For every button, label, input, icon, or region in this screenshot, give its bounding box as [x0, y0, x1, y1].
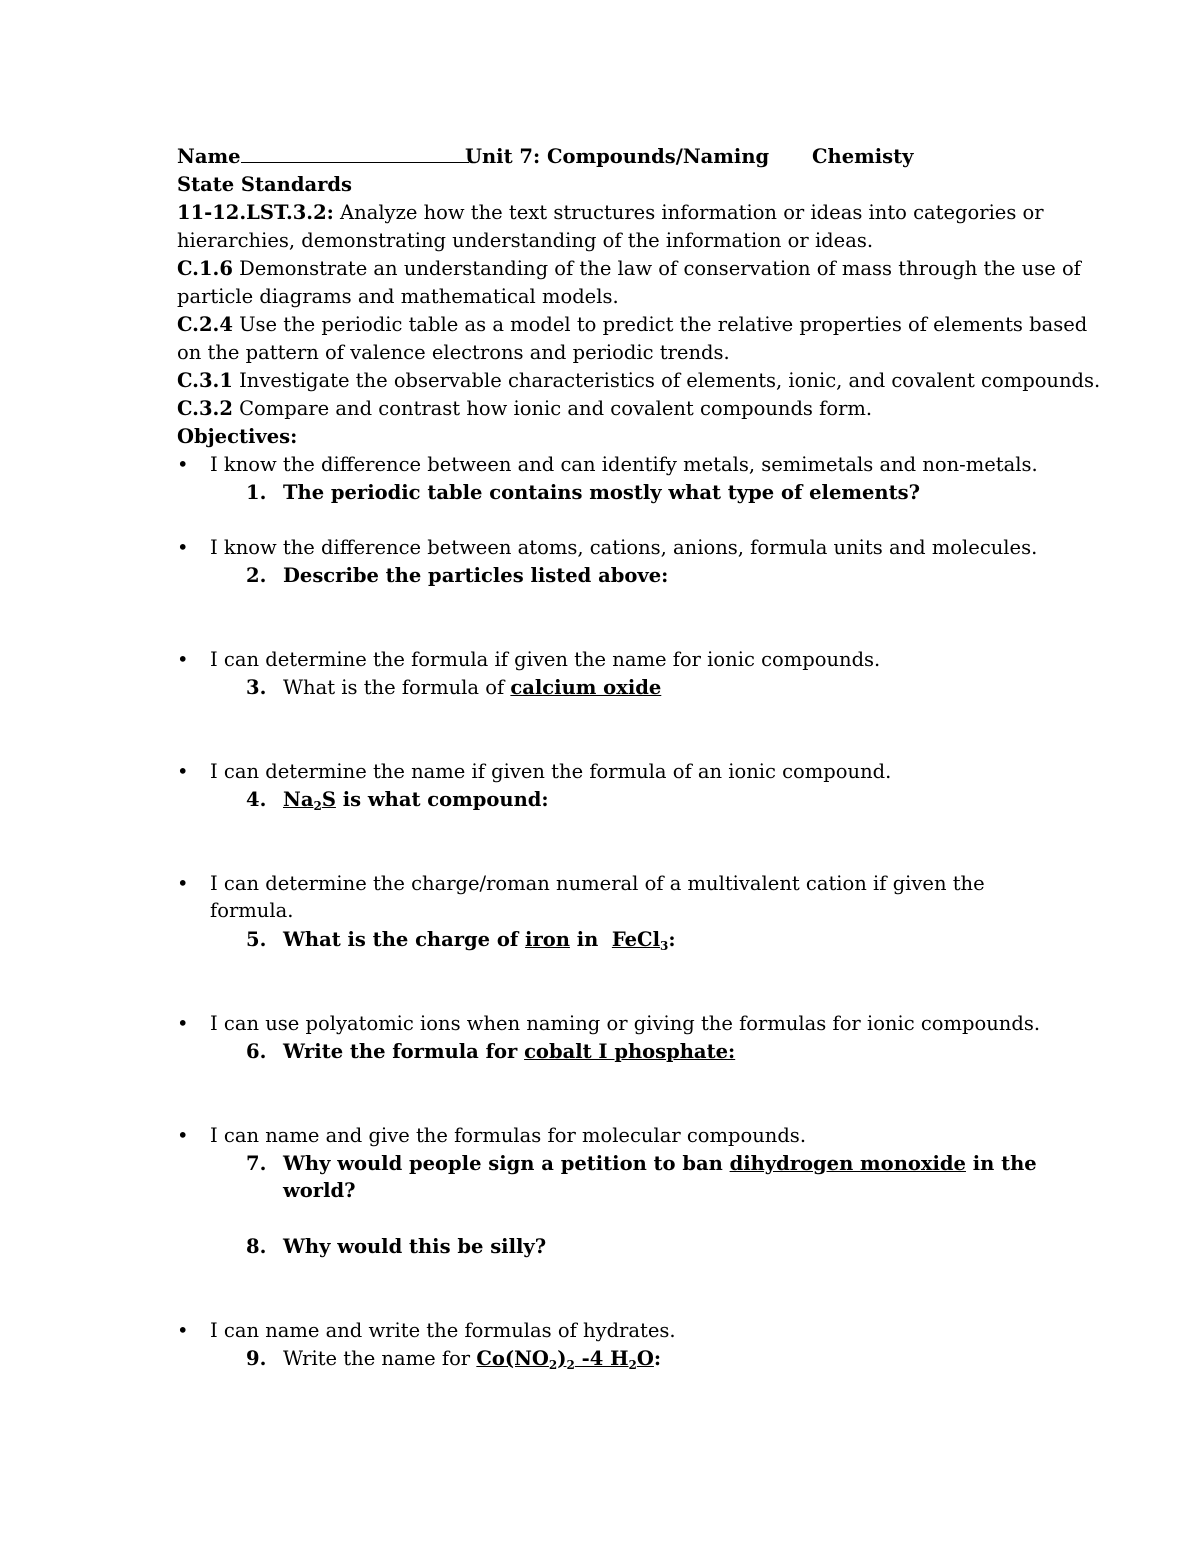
question-4: [283, 786, 549, 814]
objective-2: I know the difference between atoms, cations, anions, formula units and molecules.: [210, 536, 1038, 559]
objective-3: I can determine the formula if given the name for ionic compounds.: [210, 648, 881, 671]
question-8: Why would this be silly?: [283, 1235, 547, 1258]
standard-text: Analyze how the text structures information or ideas into categories or: [333, 201, 1044, 224]
question-6: [283, 1038, 735, 1066]
formula-subscript: 3: [660, 939, 669, 953]
standard-1-line-1: [177, 199, 1044, 227]
formula-subscript: 2: [566, 1358, 575, 1372]
standard-text: Compare and contrast how ionic and covalent compounds form.: [232, 397, 873, 420]
question-number: 7.: [246, 1152, 267, 1175]
question-7-text: in the: [965, 1152, 1037, 1175]
standard-text: Demonstrate an understanding of the law of conservation of mass through the use of: [232, 257, 1081, 280]
objective-8: I can name and write the formulas of hydrates.: [210, 1319, 676, 1342]
bullet-icon: •: [177, 760, 189, 783]
name-label: Name: [177, 145, 241, 168]
standard-code: C.3.1: [177, 369, 233, 392]
question-3-text: What is the formula of: [283, 676, 511, 699]
objective-5-line-1: I can determine the charge/roman numeral of a multivalent cation if given the: [210, 872, 985, 895]
question-4-text: is what compound:: [335, 788, 549, 811]
question-2: Describe the particles listed above:: [283, 564, 669, 587]
standard-2-line-1: [177, 255, 1081, 283]
formula-subscript: 2: [548, 1358, 558, 1372]
standard-code: 11-12.LST.3.2:: [177, 201, 334, 224]
question-3-term: calcium oxide: [510, 676, 662, 699]
objective-1: I know the difference between and can identify metals, semimetals and non-metals.: [210, 453, 1038, 476]
question-number: 6.: [246, 1040, 267, 1063]
bullet-icon: •: [177, 648, 189, 671]
objective-6: I can use polyatomic ions when naming or giving the formulas for ionic compounds.: [210, 1012, 1041, 1035]
formula-part: Co(NO: [476, 1347, 549, 1370]
standard-5: [177, 395, 872, 423]
question-6-text: Write the formula for: [283, 1040, 525, 1063]
formula-subscript: 2: [313, 799, 322, 813]
question-number: 2.: [246, 564, 267, 587]
bullet-icon: •: [177, 1319, 189, 1342]
bullet-icon: •: [177, 1124, 189, 1147]
standard-3-line-2: on the pattern of valence electrons and periodic trends.: [177, 341, 730, 364]
formula-part: ): [557, 1347, 567, 1370]
standard-4: [177, 367, 1100, 395]
bullet-icon: •: [177, 453, 189, 476]
formula-part: Na: [283, 788, 314, 811]
subject-title: Chemisty: [812, 145, 914, 168]
question-9: [283, 1345, 661, 1373]
question-5-text: What is the charge of: [283, 928, 526, 951]
question-7-continued: world?: [283, 1179, 356, 1202]
question-9-colon: :: [653, 1347, 662, 1370]
question-6-term-text: cobalt I phosphate: [524, 1040, 728, 1063]
formula-part: -4 H: [574, 1347, 629, 1370]
question-number: 5.: [246, 928, 267, 951]
question-6-colon: :: [727, 1040, 736, 1063]
question-number: 4.: [246, 788, 267, 811]
standard-text: Use the periodic table as a model to predict the relative properties of elements based: [232, 313, 1088, 336]
question-number: 1.: [246, 481, 267, 504]
question-6-term: [524, 1040, 735, 1063]
question-7-text: Why would people sign a petition to ban: [283, 1152, 730, 1175]
unit-title: Unit 7: Compounds/Naming: [465, 145, 770, 168]
question-number: 8.: [246, 1235, 267, 1258]
question-5: [283, 926, 676, 954]
bullet-icon: •: [177, 536, 189, 559]
formula-part: FeCl: [611, 928, 660, 951]
question-1: The periodic table contains mostly what type of elements?: [283, 481, 920, 504]
bullet-icon: •: [177, 1012, 189, 1035]
standard-1-line-2: hierarchies, demonstrating understanding of the information or ideas.: [177, 229, 874, 252]
standard-text: Investigate the observable characteristics of elements, ionic, and covalent compounds.: [232, 369, 1101, 392]
question-number: 9.: [246, 1347, 267, 1370]
standards-heading: State Standards: [177, 173, 352, 196]
standard-code: C.3.2: [177, 397, 233, 420]
question-9-text: Write the name for: [283, 1347, 477, 1370]
formula-part: S: [321, 788, 336, 811]
bullet-icon: •: [177, 872, 189, 895]
objective-4: I can determine the name if given the formula of an ionic compound.: [210, 760, 892, 783]
question-5-text: :: [668, 928, 676, 951]
formula-hydrate: [476, 1347, 654, 1370]
formula-na2s: [283, 788, 336, 811]
standard-2-line-2: particle diagrams and mathematical models.: [177, 285, 619, 308]
objective-7: I can name and give the formulas for molecular compounds.: [210, 1124, 807, 1147]
question-number: 3.: [246, 676, 267, 699]
name-field[interactable]: [177, 143, 469, 171]
standard-code: C.1.6: [177, 257, 233, 280]
question-5-text: in: [569, 928, 612, 951]
formula-part: O: [636, 1347, 654, 1370]
standard-code: C.2.4: [177, 313, 233, 336]
question-7-term: dihydrogen monoxide: [729, 1152, 966, 1175]
question-5-term: iron: [525, 928, 570, 951]
formula-fecl3: [612, 928, 668, 951]
question-3: [283, 674, 661, 702]
standard-3-line-1: [177, 311, 1087, 339]
question-7: [283, 1150, 1037, 1178]
name-blank[interactable]: [241, 144, 469, 163]
objectives-heading: Objectives:: [177, 425, 298, 448]
objective-5-line-2: formula.: [210, 899, 294, 922]
formula-subscript: 2: [628, 1358, 637, 1372]
